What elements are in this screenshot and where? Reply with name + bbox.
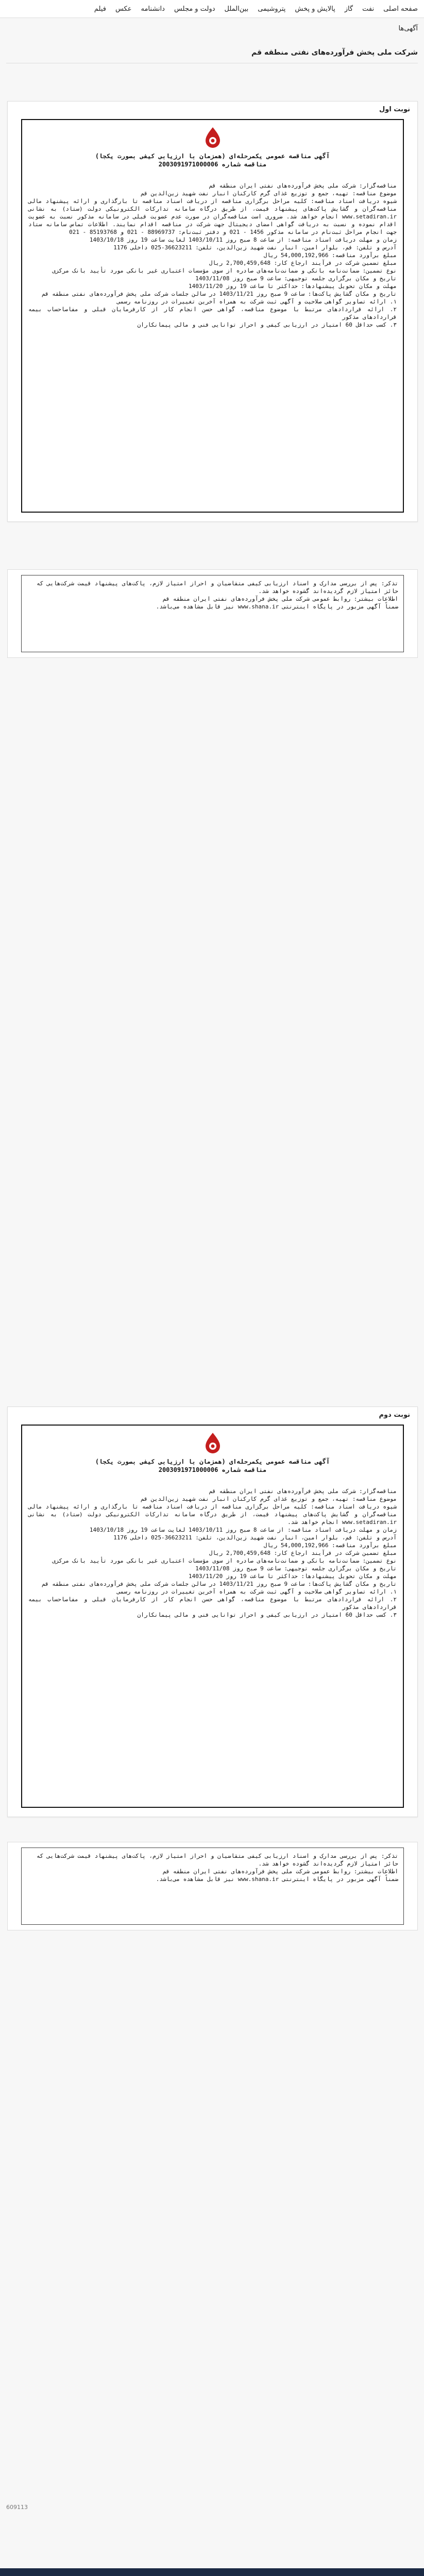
continuation-frame — [21, 575, 404, 652]
notice-title-main: آگهی مناقصه عمومی یکمرحله‌ای (همزمان با ارزیابی کیفی بصورت یکجا) — [95, 1458, 330, 1465]
tender-number: مناقصه شماره 2003091971000006 — [158, 1466, 267, 1473]
notice-continuation-second — [7, 1842, 418, 1930]
notice-card-second — [7, 1406, 418, 1817]
footer — [0, 2568, 424, 2576]
continuation-frame — [21, 1848, 404, 1925]
notice-body: مناقصه‌گزار: شرکت ملی پخش فرآورده‌های نفتی ایران منطقه قم موضوع مناقصه: تهیه، جمع و توزیع غذای گرم کارکنان انبار نفت شهید زین‌الدین قم شیوه دریافت اسناد مناقصه: کلیه مراحل برگزاری مناقصه از دریافت اسناد مناقصه تا بارگذاری و ارائه پیشنهاد مالی مناقصه‌گران و گشایش پاکت‌های پیشنهاد قیمت، از طریق درگاه سامانه تدارکات الکترونیکی دولت (ستاد) به نشانی www.setadiran.ir انجام خواهد شد. زمان و مهلت دریافت اسناد مناقصه: از ساعت 8 صبح روز 1403/10/11 لغایت ساعت 19 روز 1403/10/18 آدرس و تلفن: قم، بلوار امین، انبار نفت شهید زین‌الدین، تلفن: 36623211-025 داخلی 1176 مبلغ برآورد مناقصه: 54,000,192,966 ریال مبلغ تضمین شرکت در فرآیند ارجاع کار: 2,700,459,648 ریال نوع تضمین: ضمانت‌نامه بانکی و ضمانت‌نامه‌های صادره از سوی مؤسسات اعتباری غیر بانکی مورد تأیید بانک مرکزی تاریخ و مکان برگزاری جلسه توجیهی: ساعت 9 صبح روز 1403/11/08 مهلت و مکان تحویل پیشنهادها: حداکثر تا ساعت 19 روز 1403/11/20 تاریخ و مکان گشایش پاکت‌ها: ساعت 9 صبح روز 1403/11/21 در سالن جلسات شرکت ملی پخش فرآورده‌های نفتی منطقه قم ۱. ارائه تصاویر گواهی صلاحیت و آگهی ثبت شرکت به همراه آخرین تغییرات در روزنامه رسمی ۲. ارائه قراردادهای مرتبط با موضوع مناقصه، گواهی حسن انجام کار از کارفرمایان قبلی و مفاصاحساب بیمه قراردادهای مذکور ۳. کسب حداقل 60 امتیاز در ارزیابی کیفی و احراز توانایی فنی و مالی پیمانکاران — [28, 1488, 397, 1618]
menu-item-oil[interactable]: نفت — [362, 5, 375, 13]
page-title: شرکت ملی پخش فرآورده‌های نفتی منطقه قم — [251, 48, 418, 57]
nioc-logo-icon — [202, 126, 223, 149]
news-id: 609113 — [6, 2504, 28, 2511]
ads-link[interactable]: آگهی‌ها — [398, 25, 418, 32]
main-menu — [94, 0, 418, 18]
top-navigation — [0, 0, 424, 18]
continuation-body: تذکر: پس از بررسی مدارک و اسناد ارزیابی کیفی متقاضیان و احراز امتیاز لازم، پاکت‌های پیشنهاد قیمت شرکت‌هایی که حائز امتیاز لازم گردیده‌اند گشوده خواهد شد. اطلاعات بیشتر: روابط عمومی شرکت ملی پخش فرآورده‌های نفتی ایران منطقه قم ضمناً آگهی مزبور در پایگاه اینترنتی www.shana.ir نیز قابل مشاهده می‌باشد. — [37, 580, 398, 610]
notice-frame — [21, 119, 404, 513]
notice-title — [27, 152, 398, 168]
notice-continuation-first — [7, 569, 418, 658]
continuation-body: تذکر: پس از بررسی مدارک و اسناد ارزیابی کیفی متقاضیان و احراز امتیاز لازم، پاکت‌های پیشنهاد قیمت شرکت‌هایی که حائز امتیاز لازم گردیده‌اند گشوده خواهد شد. اطلاعات بیشتر: روابط عمومی شرکت ملی پخش فرآورده‌های نفتی ایران منطقه قم ضمناً آگهی مزبور در پایگاه اینترنتی www.shana.ir نیز قابل مشاهده می‌باشد. — [37, 1853, 398, 1883]
menu-item-government[interactable]: دولت و مجلس — [174, 5, 215, 13]
menu-item-video[interactable]: فیلم — [94, 5, 106, 13]
notice-card-first — [7, 101, 418, 522]
nioc-logo-icon — [202, 1432, 223, 1454]
notice-body: مناقصه‌گزار: شرکت ملی پخش فرآورده‌های نفتی ایران منطقه قم موضوع مناقصه: تهیه، جمع و توزیع غذای گرم کارکنان انبار نفت شهید زین‌الدین قم شیوه دریافت اسناد مناقصه: کلیه مراحل برگزاری مناقصه از دریافت اسناد مناقصه تا بارگذاری و ارائه پیشنهاد مالی مناقصه‌گران و گشایش پاکت‌های پیشنهاد قیمت، از طریق درگاه سامانه تدارکات الکترونیکی دولت (ستاد) به نشانی www.setadiran.ir انجام خواهد شد. ضروری است مناقصه‌گران در صورت عدم عضویت قبلی در سامانه مذکور نسبت به عضویت اقدام نموده و نسبت به دریافت گواهی امضای دیجیتال جهت شرکت در مناقصه اقدام نمایند. اطلاعات تماس سامانه ستاد جهت انجام مراحل ثبت‌نام در سامانه مذکور 1456 - 021 و دفتر ثبت‌نام: 88969737 - 021 و 85193768 - 021 زمان و مهلت دریافت اسناد مناقصه: از ساعت 8 صبح روز 1403/10/11 لغایت ساعت 19 روز 1403/10/18 آدرس و تلفن: قم، بلوار امین، انبار نفت شهید زین‌الدین، تلفن: 36623211-025 داخلی 1176 مبلغ برآورد مناقصه: 54,000,192,966 ریال مبلغ تضمین شرکت در فرآیند ارجاع کار: 2,700,459,648 ریال نوع تضمین: ضمانت‌نامه بانکی و ضمانت‌نامه‌های صادره از سوی مؤسسات اعتباری غیر بانکی مورد تأیید بانک مرکزی تاریخ و مکان برگزاری جلسه توجیهی: ساعت 9 صبح روز 1403/11/08 مهلت و مکان تحویل پیشنهادها: حداکثر تا ساعت 19 روز 1403/11/20 تاریخ و مکان گشایش پاکت‌ها: ساعت 9 صبح روز 1403/11/21 در سالن جلسات شرکت ملی پخش فرآورده‌های نفتی منطقه قم ۱. ارائه تصاویر گواهی صلاحیت و آگهی ثبت شرکت به همراه آخرین تغییرات در روزنامه رسمی ۲. ارائه قراردادهای مرتبط با موضوع مناقصه، گواهی حسن انجام کار از کارفرمایان قبلی و مفاصاحساب بیمه قراردادهای مذکور ۳. کسب حداقل 60 امتیاز در ارزیابی کیفی و احراز توانایی فنی و مالی پیمانکاران — [28, 182, 397, 328]
notice-title-main: آگهی مناقصه عمومی یکمرحله‌ای (همزمان با ارزیابی کیفی بصورت یکجا) — [95, 152, 330, 160]
menu-item-gas[interactable]: گاز — [344, 5, 353, 13]
menu-item-home[interactable]: صفحه اصلی — [383, 5, 418, 13]
notice-round-label: نوبت اول — [379, 106, 410, 113]
menu-item-encyclopedia[interactable]: دانشنامه — [141, 5, 165, 13]
menu-item-international[interactable]: بین‌الملل — [224, 5, 249, 13]
menu-item-photo[interactable]: عکس — [115, 5, 132, 13]
menu-item-petrochem[interactable]: پتروشیمی — [258, 5, 286, 13]
tender-number: مناقصه شماره 2003091971000006 — [158, 161, 267, 168]
menu-item-refining[interactable]: پالایش و پخش — [295, 5, 335, 13]
notice-title — [27, 1458, 398, 1474]
notice-round-label: نوبت دوم — [379, 1411, 410, 1419]
notice-frame — [21, 1425, 404, 1808]
